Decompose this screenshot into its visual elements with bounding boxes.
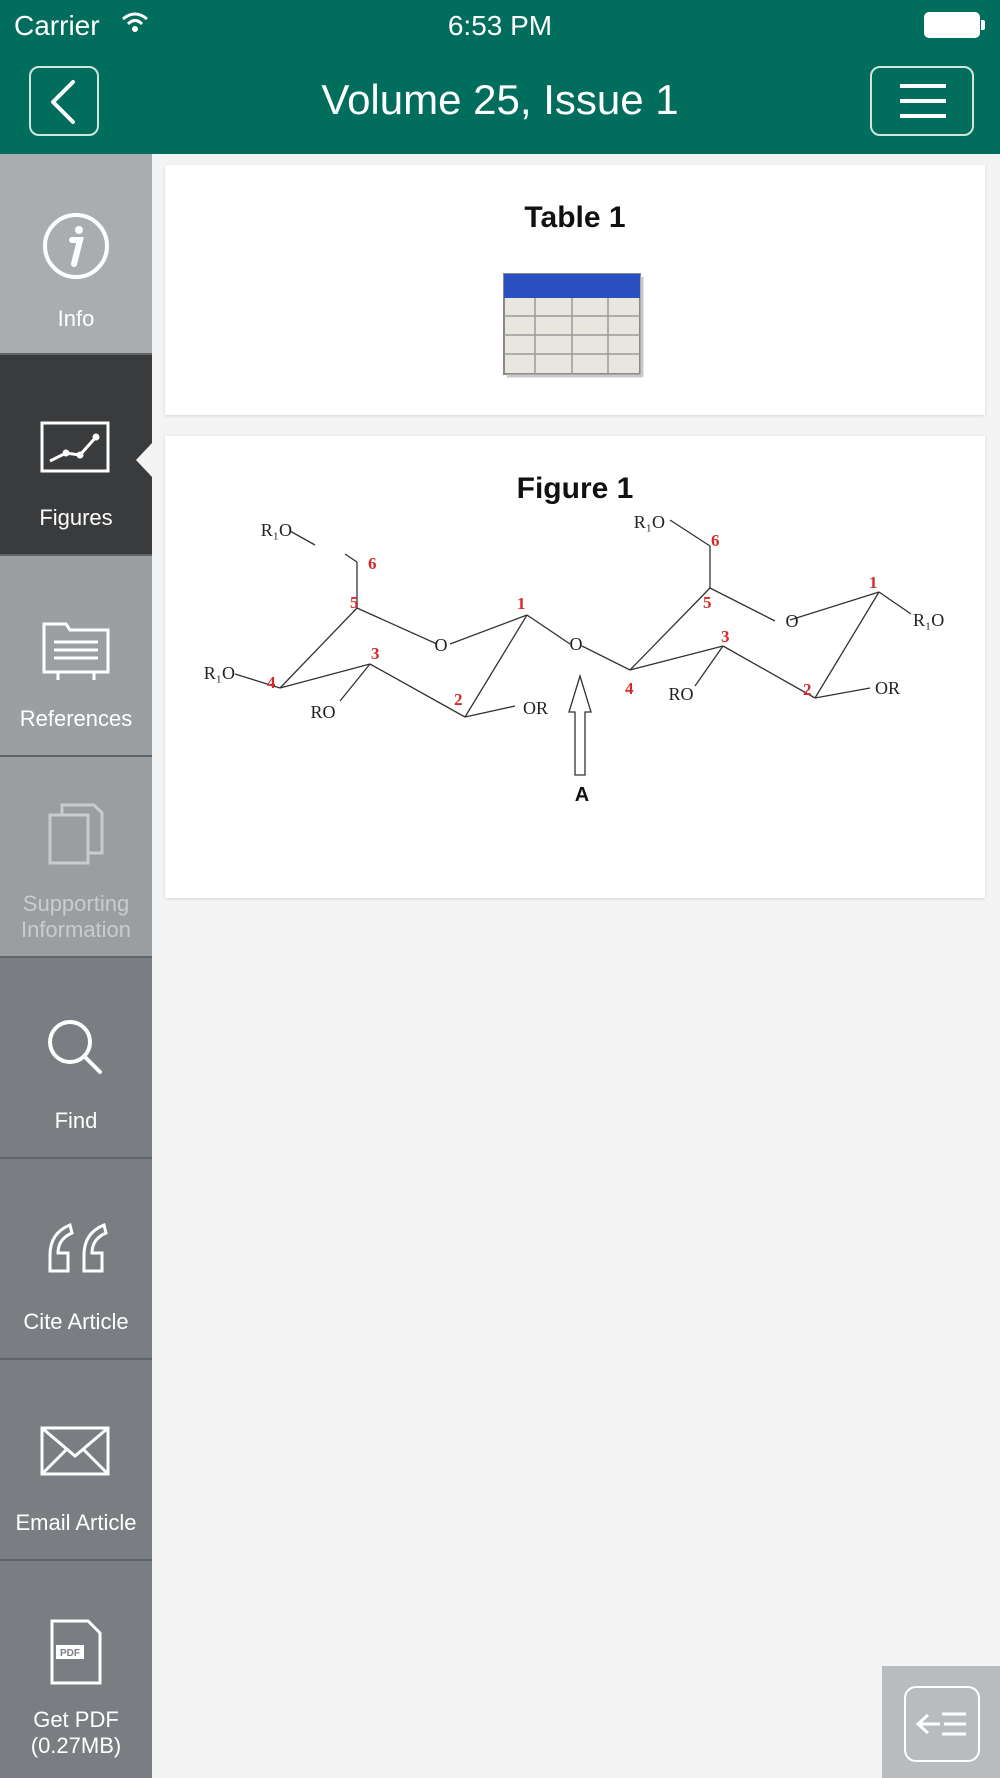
pdf-icon [36, 1615, 116, 1695]
atom-label: RO [668, 684, 694, 704]
sidebar-item-label: Get PDF (0.27MB) [30, 1707, 122, 1758]
table-icon [501, 271, 645, 379]
email-icon [36, 1414, 116, 1494]
sidebar-item-figures[interactable] [0, 355, 152, 556]
atom-number: 1 [869, 573, 878, 592]
collapse-sidebar-icon [904, 1686, 980, 1762]
atom-number: 2 [454, 690, 463, 709]
atom-number: 3 [721, 627, 730, 646]
sidebar-item-references[interactable] [0, 556, 152, 757]
sidebar-item-get-pdf[interactable] [0, 1561, 152, 1778]
atom-label: R₁O [203, 663, 235, 683]
sidebar-item-label: Cite Article [23, 1309, 129, 1334]
atom-number: 6 [368, 554, 377, 573]
card-title: Table 1 [524, 201, 626, 234]
toggle-sidebar-button[interactable] [882, 1666, 1000, 1778]
sidebar-item-label: References [19, 706, 133, 731]
references-icon [36, 610, 116, 690]
sidebar-item-cite-article[interactable] [0, 1159, 152, 1360]
atom-label: O [569, 634, 583, 654]
quote-icon [36, 1211, 116, 1291]
info-icon [36, 206, 116, 286]
sidebar-item-find[interactable] [0, 958, 152, 1159]
atom-number: 4 [267, 673, 276, 692]
sidebar-item-supporting-information[interactable] [0, 757, 152, 958]
sidebar-item-email-article[interactable] [0, 1360, 152, 1561]
status-bar [0, 0, 1000, 50]
sidebar-item-info[interactable] [0, 154, 152, 355]
atom-label: OR [523, 698, 549, 718]
search-icon [36, 1010, 116, 1090]
hamburger-icon [872, 68, 972, 134]
atom-number: 6 [711, 531, 720, 550]
table-card[interactable] [165, 165, 985, 415]
sidebar-item-label: Email Article [15, 1510, 137, 1535]
sidebar-item-label: Supporting Information [20, 891, 132, 942]
atom-number: 5 [703, 593, 712, 612]
atom-number: 5 [350, 593, 359, 612]
atom-label: R₁O [913, 610, 945, 630]
card-title: Figure 1 [516, 472, 634, 505]
atom-label: O [785, 611, 799, 631]
atom-label: OR [875, 678, 901, 698]
atom-label: O [434, 635, 448, 655]
page-title: Volume 25, Issue 1 [321, 76, 679, 123]
figure-card[interactable] [165, 436, 985, 898]
svg-text:PDF: PDF [60, 1648, 80, 1659]
disaccharide-structure-figure [165, 516, 985, 886]
atom-label: R₁O [633, 516, 665, 532]
atom-number: 3 [371, 644, 380, 663]
sidebar-item-label: Figures [39, 505, 113, 530]
selection-pointer [136, 443, 152, 477]
supporting-information-icon [36, 797, 116, 877]
battery-icon [924, 12, 980, 38]
menu-button[interactable] [870, 66, 974, 136]
atom-number: 1 [517, 594, 526, 613]
figures-icon [36, 411, 116, 491]
sidebar-item-label: Info [57, 306, 95, 331]
atom-label: RO [310, 702, 336, 722]
sidebar-item-label: Find [54, 1108, 98, 1133]
arrow-label: A [574, 784, 590, 806]
atom-label: R₁O [260, 520, 292, 540]
atom-number: 2 [803, 680, 812, 699]
navigation-bar [0, 50, 1000, 154]
sidebar [0, 154, 152, 1778]
carrier-label: Carrier [14, 10, 100, 41]
clock: 6:53 PM [447, 10, 553, 41]
atom-number: 4 [625, 679, 634, 698]
